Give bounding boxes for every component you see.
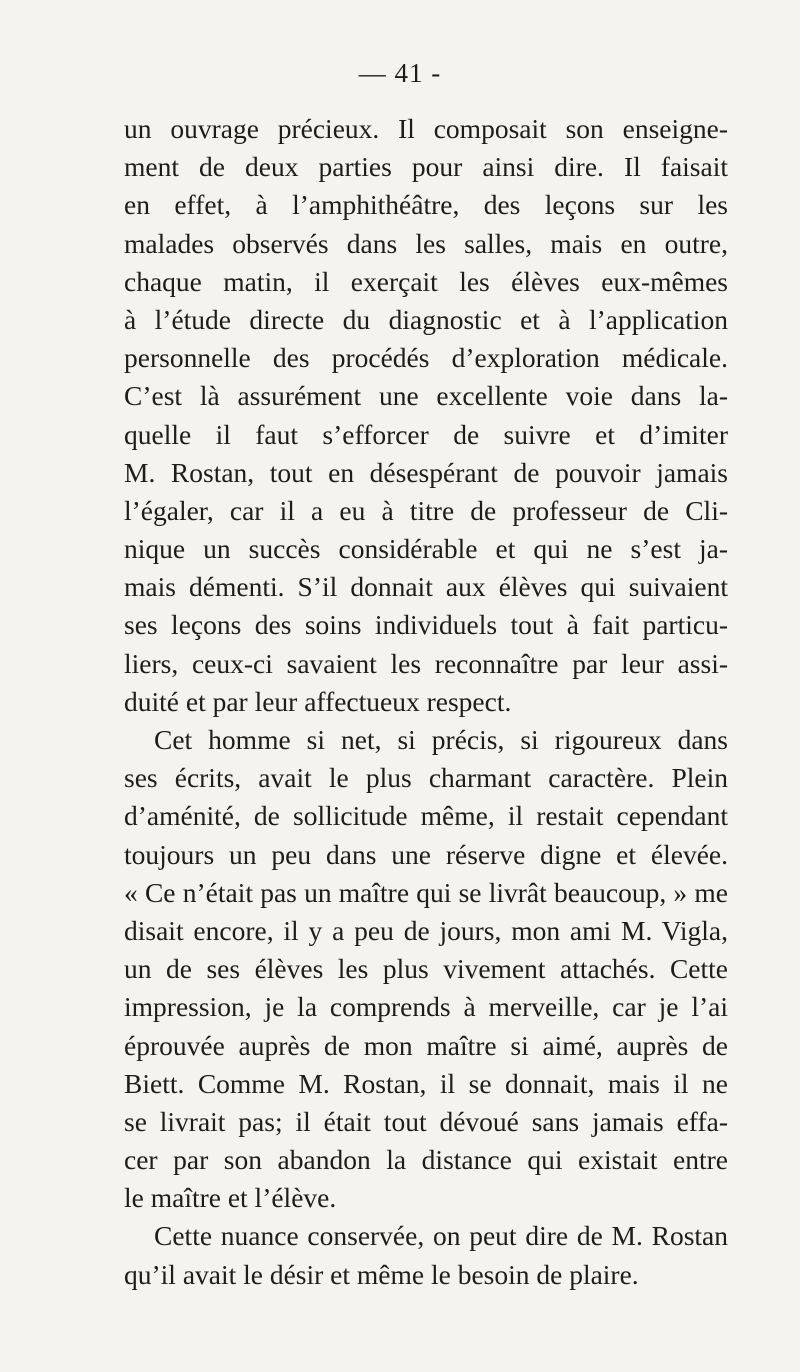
text-line: mais démenti. S’il donnait aux élèves qui suivaient [124,571,728,603]
text-line: cer par son abandon la distance qui existait entre [124,1144,728,1176]
text-line: le maître et l’élève. [124,1182,337,1214]
text-line: disait encore, il y a peu de jours, mon ami M. Vigla, [124,914,728,946]
text-line: un de ses élèves les plus vivement attachés. Cette [124,953,728,985]
text-line: un ouvrage précieux. Il composait son enseigne- [124,113,728,144]
text-line: ses leçons des soins individuels tout à fait particu- [124,609,728,641]
text-line: ment de deux parties pour ainsi dire. Il faisait [124,151,728,183]
text-line: en effet, à l’amphithéâtre, des leçons sur les [124,189,728,221]
text-line: chaque matin, il exerçait les élèves eux-mêmes [124,265,728,297]
text-line: M. Rostan, tout en désespérant de pouvoir jamais [124,456,728,488]
text-line: duité et par leur affectueux respect. [124,685,512,717]
text-line: personnelle des procédés d’exploration médicale. [124,342,728,374]
text-line: impression, je la comprends à merveille, car je l’ai [124,991,728,1023]
text-line: qu’il avait le désir et même le besoin de plaire. [124,1258,639,1290]
page-number: — 41 - [358,58,442,88]
text-line: à l’étude directe du diagnostic et à l’application [124,303,728,335]
text-line: se livrait pas; il était tout dévoué sans jamais effa- [124,1105,728,1137]
text-line: éprouvée auprès de mon maître si aimé, auprès de [124,1029,728,1061]
text-line: liers, ceux-ci savaient les reconnaître par leur assi- [124,647,728,679]
text-line: Cette nuance conservée, on peut dire de M. Rostan [154,1220,728,1252]
text-line: ses écrits, avait le plus charmant caractère. Plein [124,762,728,794]
text-line: nique un succès considérable et qui ne s’est ja- [124,533,728,565]
body-text [124,110,728,1294]
text-line: d’aménité, de sollicitude même, il restait cependant [124,800,728,832]
text-line: l’égaler, car il a eu à titre de professeur de Cli- [124,494,728,526]
text-line: malades observés dans les salles, mais en outre, [124,227,728,259]
text-line: quelle il faut s’efforcer de suivre et d’imiter [124,418,728,450]
text-line: Biett. Comme M. Rostan, il se donnait, mais il ne [124,1067,728,1099]
text-line: Cet homme si net, si précis, si rigoureux dans [154,724,728,755]
text-line: toujours un peu dans une réserve digne et élevée. [124,838,728,870]
text-line: « Ce n’était pas un maître qui se livrât beaucoup, » me [124,876,728,908]
text-line: C’est là assurément une excellente voie dans la- [124,380,728,412]
